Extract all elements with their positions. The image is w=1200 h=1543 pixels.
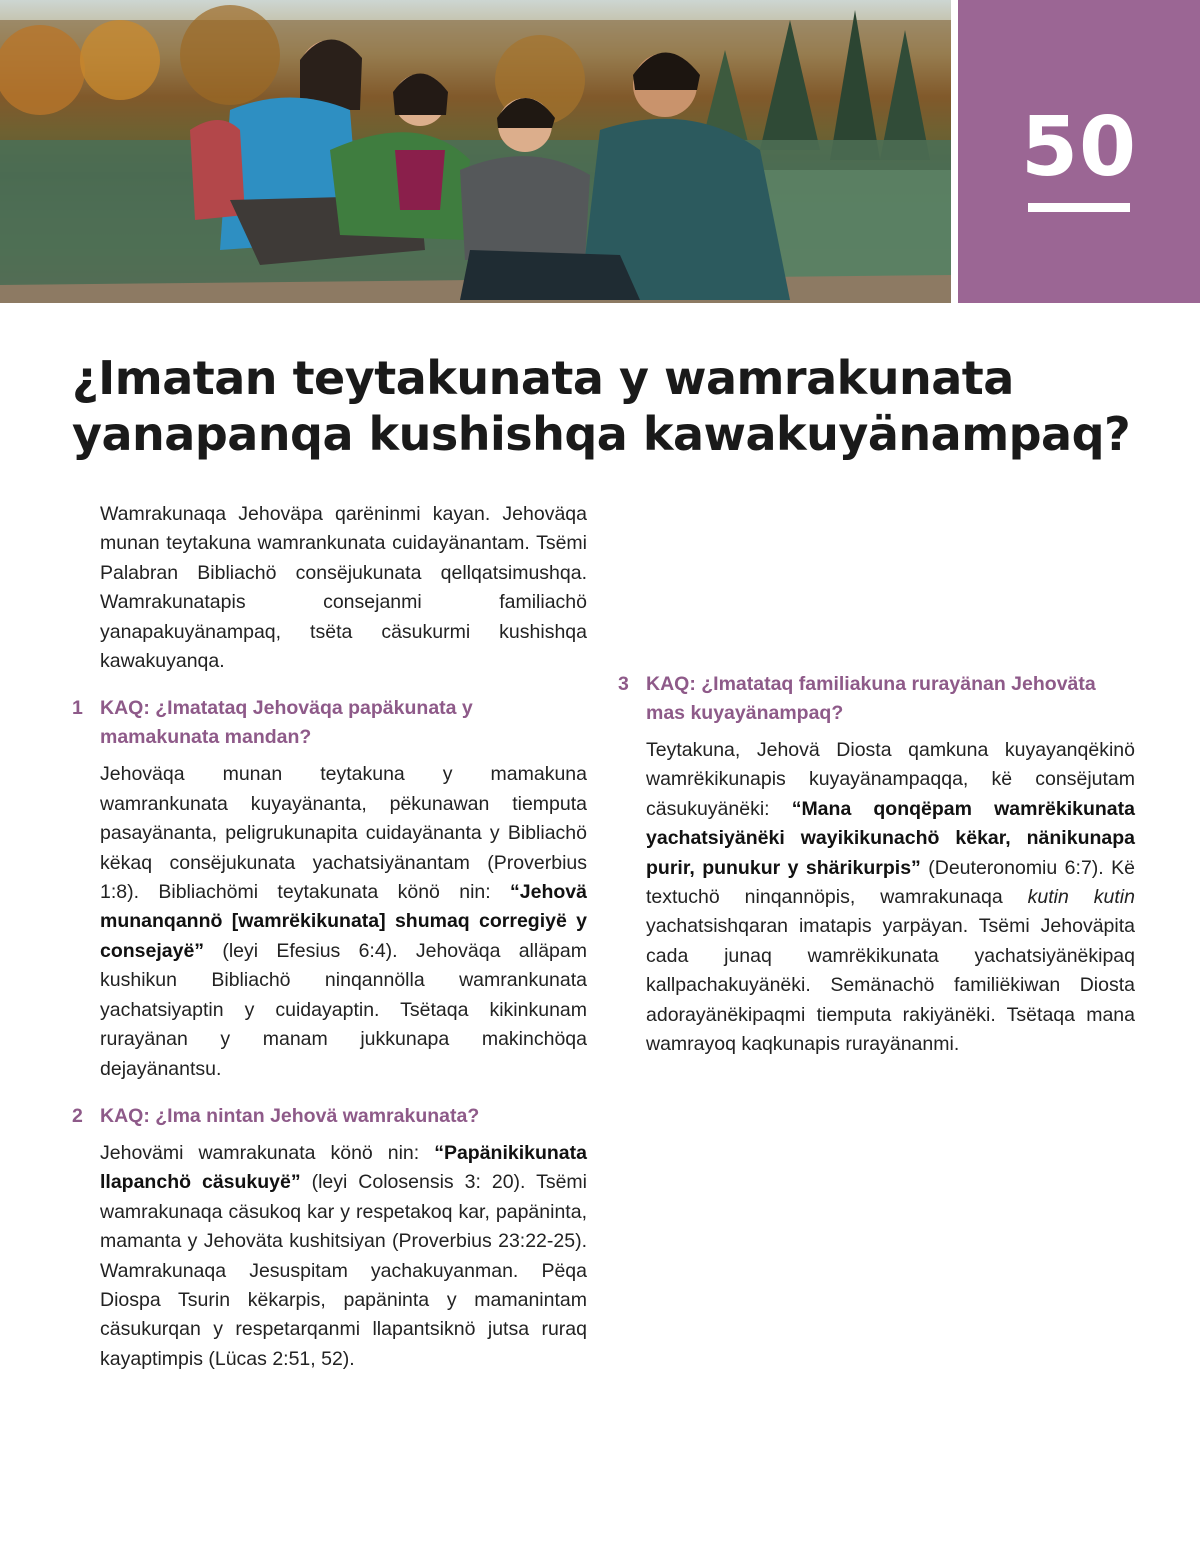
section-1-paragraph [100, 760, 587, 1083]
page-title: ¿Imatan teytakunata y wamrakunata yanapanqa kushishqa kawakuyänampaq? [72, 351, 1131, 461]
section-heading-text: KAQ: ¿Imatataq familiakuna rurayänan Jehoväta mas kuyayänampaq? [646, 673, 1096, 724]
section-1-heading [62, 694, 587, 752]
section-text: (leyi Colosensis 3: 20). Tsëmi wamrakunaqa cäsukoq kar y respetakoq kar, papäninta, mamanta y Jehoväta kushitsiyan (Proverbius 23:22-25). Wamrakunaqa Jesuspitam yachakuyanman. Pëqa Diospa Tsurin këkarpis, papäninta y mamanintam cäsukurqan y respetarqanmi llapantsiknö jutsa ruraq kayaptimpis (Lücas 2:51, 52). [100, 1171, 587, 1370]
hero-photo [0, 0, 951, 303]
section-heading-text: KAQ: ¿Imatataq Jehoväqa papäkunata y mamakunata mandan? [100, 697, 473, 749]
section-3-paragraph [646, 736, 1135, 1059]
section-2-heading [62, 1102, 587, 1131]
section-heading-text: KAQ: ¿Ima nintan Jehovä wamrakunata? [100, 1104, 480, 1127]
section-number: 3 [618, 673, 629, 695]
section-text: (leyi Efesius 6:4). Jehoväqa alläpam kushikun Bibliachö ninqannölla wamrankunata yachatsiyaptin y cuidayaptin. Tsëtaqa kikinkunam rurayänan y manam jukkunapa makinchöqa dejayänantsu. [100, 939, 587, 1080]
left-column [62, 500, 587, 1374]
section-number: 1 [72, 697, 83, 720]
section-text: (Deuteronomiu 6:7). Kë textuchö ninqannöpis, wamrakunaqa [646, 856, 1135, 909]
bible-quote: “Jehovä munanqannö [wamrëkikunata] shumaq corregiyë y consejayë” [100, 881, 587, 962]
right-column [613, 500, 1135, 1059]
section-number: 2 [72, 1104, 83, 1127]
lesson-number-block [958, 0, 1200, 303]
bible-quote: “Mana qonqëpam wamrëkikunata yachatsiyänëki wayikikunachö këkar, nänikunapa purir, punukur y shärikurpis” [646, 797, 1135, 879]
emphasis-text: kutin kutin [1027, 886, 1135, 909]
section-3-heading [613, 670, 1135, 728]
family-photo-illustration [0, 0, 951, 303]
lesson-number-underline [1028, 203, 1130, 212]
intro-paragraph: Wamrakunaqa Jehoväpa qarëninmi kayan. Jehoväqa munan teytakuna wamrankunata cuidayänantam. Tsëmi Palabran Bibliachö consëjukunata qellqatsimushqa. Wamrakunatapis consejanmi familiachö yanapakuyänampaq, tsëta cäsukurmi kushishqa kawakuyanqa. [100, 503, 587, 673]
section-2-paragraph [100, 1139, 587, 1374]
section-text: Jehovämi wamrakunata könö nin: [100, 1141, 435, 1164]
section-text: Teytakuna, Jehovä Diosta qamkuna kuyayanqëkinö wamrëkikunapis kuyayänampaqqa, kë consëjutam cäsukuyänëki: [646, 739, 1135, 820]
bible-quote: “Papänikikunata llapanchö cäsukuyë” [100, 1141, 587, 1194]
section-text: yachatsishqaran imatapis yarpäyan. Tsëmi Jehoväpita cada junaq wamrëkikunata yachatsiyänëkipaq kallpachakuyänëki. Semänachö familiëkiwan Diosta adorayänëkipaqmi tiemputa rakiyänëki. Tsëtaqa mana wamrayoq kaqkunapis rurayänanmi. [646, 915, 1135, 1056]
lesson-number: 50 [1020, 100, 1138, 195]
section-text: Jehoväqa munan teytakuna y mamakuna wamrankunata kuyayänanta, pëkunawan tiemputa pasayänanta, peligrukunapita cuidayänanta y Bibliachö këkaq consëjukunata yachatsiyänantam (Proverbius 1:8). Bibliachömi teytakunata könö nin: [100, 763, 587, 904]
